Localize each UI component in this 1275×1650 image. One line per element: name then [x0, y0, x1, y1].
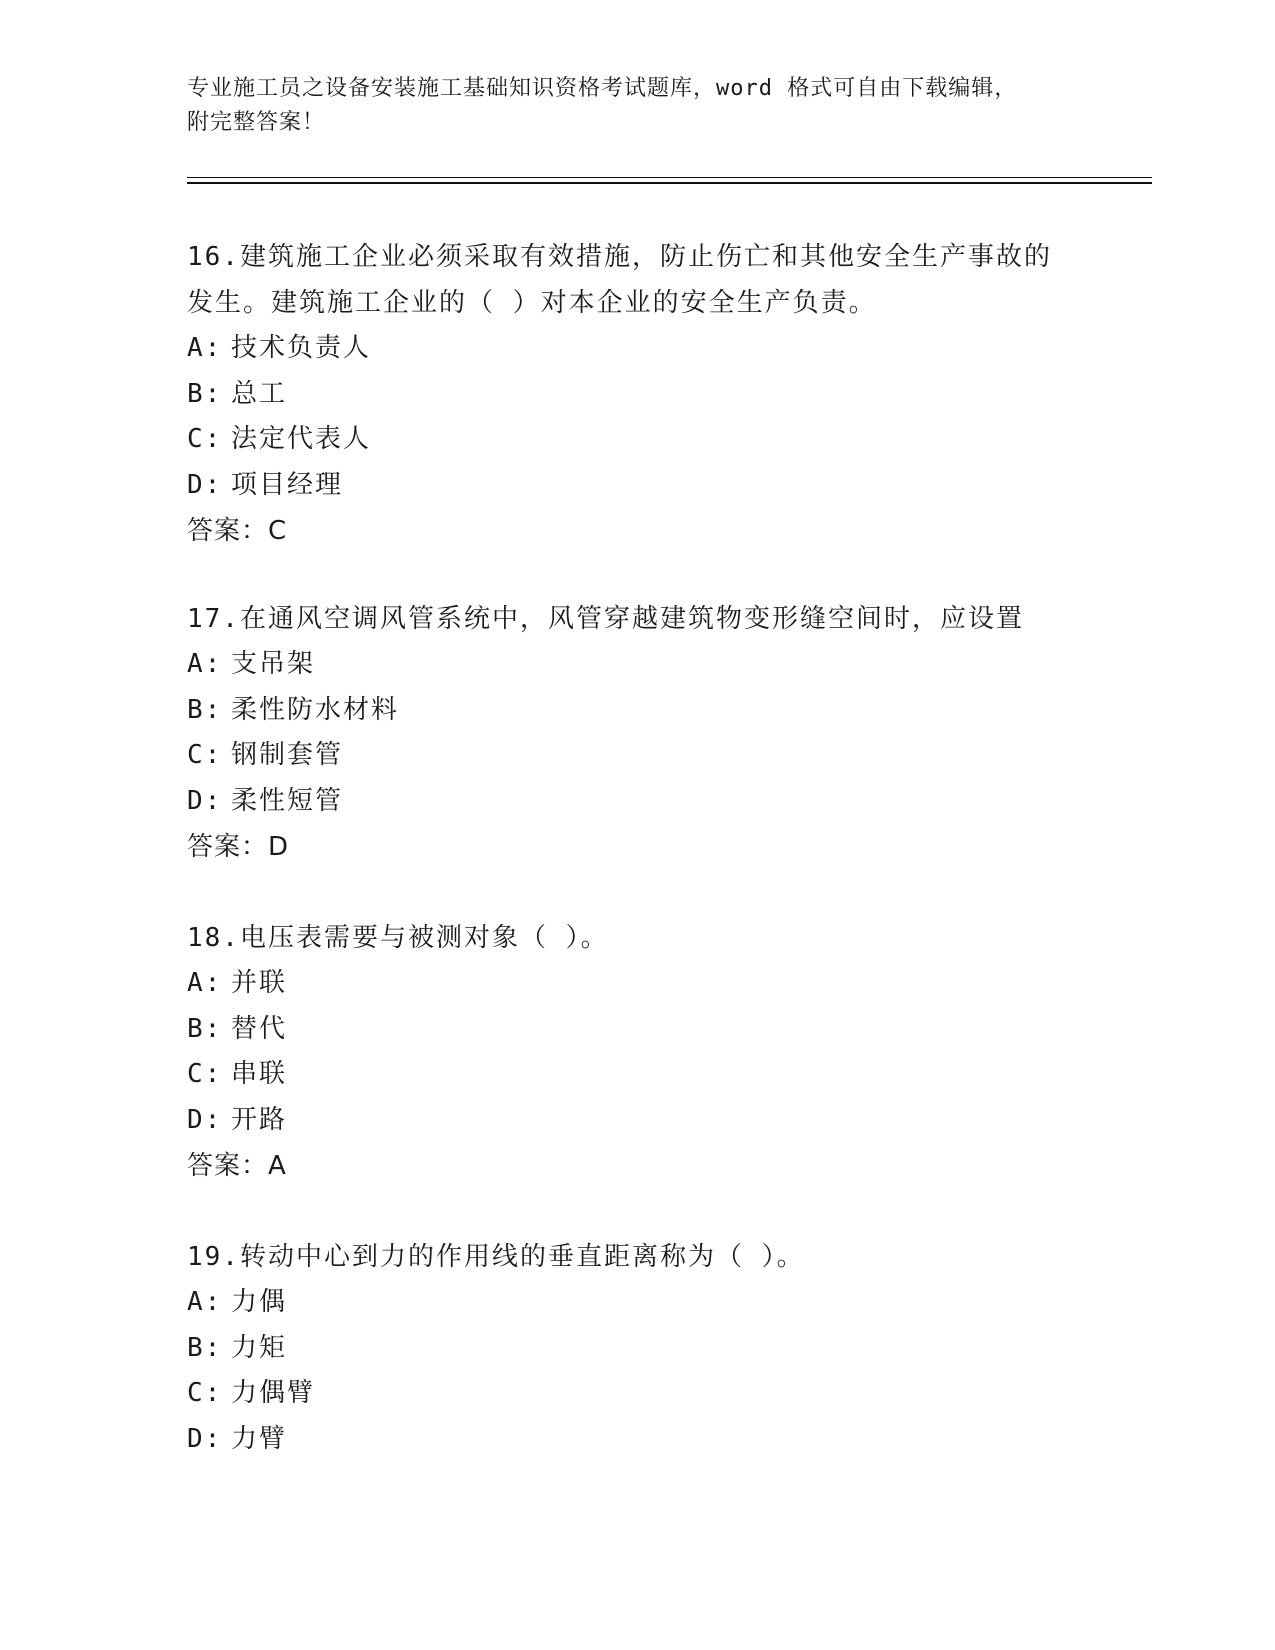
option-letter: C: — [187, 740, 223, 770]
question-stem-line: 16.建筑施工企业必须采取有效措施，防止伤亡和其他安全生产事故的 — [187, 242, 1052, 272]
option-text: 项目经理 — [231, 469, 344, 500]
option-c — [187, 1371, 1087, 1417]
option-b — [187, 688, 1087, 734]
option-a — [187, 1280, 1087, 1326]
option-c — [187, 1052, 1087, 1098]
option-text: 替代 — [231, 1013, 288, 1044]
option-a — [187, 326, 1087, 372]
option-text: 总工 — [231, 378, 288, 409]
option-a — [187, 961, 1087, 1007]
option-letter: D: — [187, 469, 223, 500]
option-letter: C: — [187, 1378, 223, 1408]
question-stem-line: 19.转动中心到力的作用线的垂直距离称为（ ）。 — [187, 1242, 805, 1272]
header-line-1: 专业施工员之设备安装施工基础知识资格考试题库，word 格式可自由下载编辑， — [187, 76, 1018, 101]
option-letter: B: — [187, 378, 223, 409]
option-letter: C: — [187, 1059, 223, 1089]
header-divider-thick — [187, 182, 1152, 184]
option-b — [187, 372, 1087, 418]
question-stem-line: 17.在通风空调风管系统中，风管穿越建筑物变形缝空间时，应设置 — [187, 604, 1024, 634]
question-18 — [187, 915, 1087, 1189]
answer-line: 答案：D — [187, 832, 290, 862]
option-letter: B: — [187, 1332, 223, 1363]
option-text: 柔性防水材料 — [231, 694, 400, 725]
option-letter: B: — [187, 694, 223, 725]
option-letter: D: — [187, 785, 223, 816]
option-letter: A: — [187, 968, 223, 998]
option-d — [187, 1417, 1087, 1463]
option-text: 钢制套管 — [231, 740, 344, 770]
option-text: 串联 — [231, 1059, 288, 1089]
option-c — [187, 733, 1087, 779]
option-b — [187, 1007, 1087, 1053]
question-16 — [187, 234, 1087, 554]
option-letter: A: — [187, 1287, 223, 1317]
option-text: 力矩 — [231, 1332, 288, 1363]
option-letter: B: — [187, 1013, 223, 1044]
option-b — [187, 1326, 1087, 1372]
question-17 — [187, 596, 1087, 870]
header-line-2: 附完整答案！ — [187, 110, 326, 135]
option-letter: C: — [187, 424, 223, 454]
option-text: 力臂 — [231, 1423, 288, 1454]
question-19 — [187, 1234, 1087, 1462]
option-letter: A: — [187, 649, 223, 679]
option-text: 开路 — [231, 1104, 288, 1135]
option-a — [187, 642, 1087, 688]
option-text: 技术负责人 — [231, 333, 372, 363]
option-text: 力偶 — [231, 1287, 288, 1317]
option-text: 支吊架 — [231, 649, 316, 679]
option-text: 法定代表人 — [231, 424, 372, 454]
option-letter: D: — [187, 1104, 223, 1135]
option-d — [187, 1098, 1087, 1144]
option-text: 力偶臂 — [231, 1378, 316, 1408]
question-stem-line: 发生。建筑施工企业的（ ）对本企业的安全生产负责。 — [187, 288, 877, 318]
document-header — [187, 72, 1087, 140]
header-divider-thin — [187, 177, 1152, 178]
option-c — [187, 417, 1087, 463]
option-text: 并联 — [231, 968, 288, 998]
answer-line: 答案：A — [187, 1151, 287, 1181]
option-letter: D: — [187, 1423, 223, 1454]
option-d — [187, 463, 1087, 509]
option-text: 柔性短管 — [231, 785, 344, 816]
question-stem-line: 18.电压表需要与被测对象（ ）。 — [187, 923, 609, 953]
option-d — [187, 779, 1087, 825]
answer-line: 答案：C — [187, 516, 288, 546]
option-letter: A: — [187, 333, 223, 363]
